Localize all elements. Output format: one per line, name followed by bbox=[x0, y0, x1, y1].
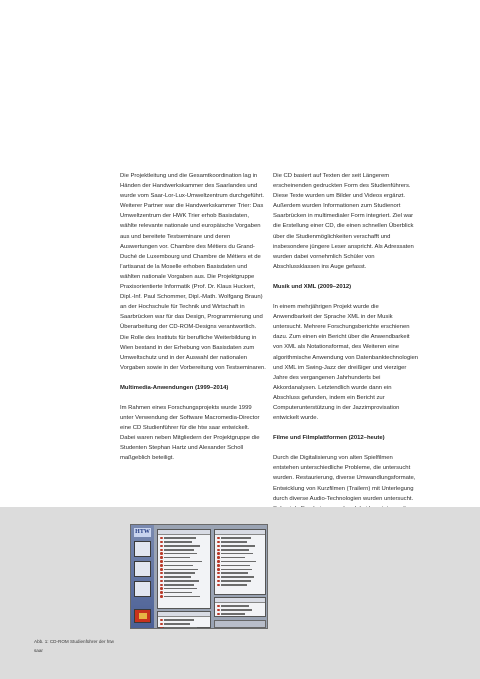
screenshot-thumb-3 bbox=[134, 581, 151, 597]
screenshot-panel-side bbox=[214, 529, 266, 595]
right-paragraph-2: In einem mehrjährigen Projekt wurde die Anwendbarkeit der Sprache XML in der Musik untersucht. Mehrere Forschungsberichte erschienen dazu. Zum einen ein Bericht über die Anwendbarkeit von XML als Notationsformat, des Weiteren eine algorithmische Anwendung von Datenbanktechnologien und XML im Swing-Jazz der dreißiger und vierziger Jahre des vergangenen Jahrhunderts bei Akkordanalysen. Letztendlich wurde dann ein Abschluss gefunden, indem ein Bericht zur Computerunterstützung in der Jazzimprovisation entwickelt wurde. bbox=[273, 304, 419, 422]
screenshot-panel-extra bbox=[214, 597, 266, 617]
htw-logo: HTW bbox=[135, 529, 150, 535]
screenshot-statusbar bbox=[214, 620, 266, 628]
figure-caption: Abb. 1: CD-ROM Studienführer der htw saar bbox=[34, 639, 114, 653]
cd-rom-screenshot bbox=[130, 524, 268, 629]
heading-musik-xml: Musik und XML (2009–2012) bbox=[273, 283, 352, 290]
heading-filme: Filme und Filmplattformen (2012–heute) bbox=[273, 435, 385, 442]
left-column bbox=[120, 171, 266, 474]
screenshot-panel-bottom bbox=[157, 611, 211, 628]
heading-multimedia: Multimedia-Anwendungen (1999–2014) bbox=[120, 384, 229, 391]
screenshot-panel-main bbox=[157, 529, 211, 609]
screenshot-exit-icon bbox=[134, 609, 151, 623]
left-paragraph-1: Die Projektleitung und die Gesamtkoordination lag in Händen der Handwerkskammer des Saarlandes und wurde vom Saar-Lor-Lux-Umweltzentrum durchgeführt. Weiterer Partner war die Handwerkskammer Trier: Das Umweltzentrum der HWK Trier erhob Basisdaten, wählte relevante nationale und europäische Vorgaben aus und bereitete Testseminare und deren Auswertungen vor. Chambre des Métiers du Grand-Duché de Luxembourg und Chambre de Métiers et de l’artisanat de la Moselle erhoben Basisdaten und wählten nationale Vorgaben aus. Die Projektgruppe Praxisorientierte Informatik (Prof. Dr. Klaus Huckert, Dipl.-Inf. Paul Schommer, Dipl.-Math. Wolfgang Braun) an der Hochschule für Technik und Wirtschaft in Saarbrücken war für das Design, Programmierung und Überarbeitung der CD-ROM-Designs verantwortlich. Die Rolle des Instituts für berufliche Weiterbildung in Wien bestand in der Erhebung von Basisdaten zum Umweltschutz und in der Auswahl der nationalen Vorgaben sowie in der Vorbereitung von Testseminaren. bbox=[120, 173, 266, 371]
right-paragraph-3: Durch die Digitalisierung von alten Spielfilmen entstehen unterschiedliche Probleme, die untersucht wurden. Restaurierung, diverse Umwandlungsformate, Entwicklung von Kurzfilmen (Trailern) mit Unterlegung durch diverse Audio-Technologien wurden untersucht. bbox=[273, 455, 416, 502]
screenshot-thumb-2 bbox=[134, 561, 151, 577]
left-paragraph-2: Im Rahmen eines Forschungsprojekts wurde 1999 unter Verwendung der Software Macromedia-Director eine CD Studienführer für die htw saar entwickelt. Dabei waren neben Mitgliedern der Projektgruppe die Studenten Stephan Hartz und Alexander Scholl maßgeblich beteiligt. bbox=[120, 404, 260, 462]
right-paragraph-1: Die CD basiert auf Texten der seit Längerem erscheinenden gedruckten Form des Studienführers. Diese Texte wurden um Bilder und Videos ergänzt. Außerdem wurden Informationen zum Studienort Saarbrücken in multimedialer Form integriert. Ziel war die Erstellung einer CD, die einen schnellen Überblick über die Studienmöglichkeiten verschafft und insbesondere jüngere Leser anspricht. Als Adressaten wurden dabei vornehmlich Schüler von Abschlussklassen ins Auge gefasst. bbox=[273, 173, 414, 270]
screenshot-thumb-1 bbox=[134, 541, 151, 557]
